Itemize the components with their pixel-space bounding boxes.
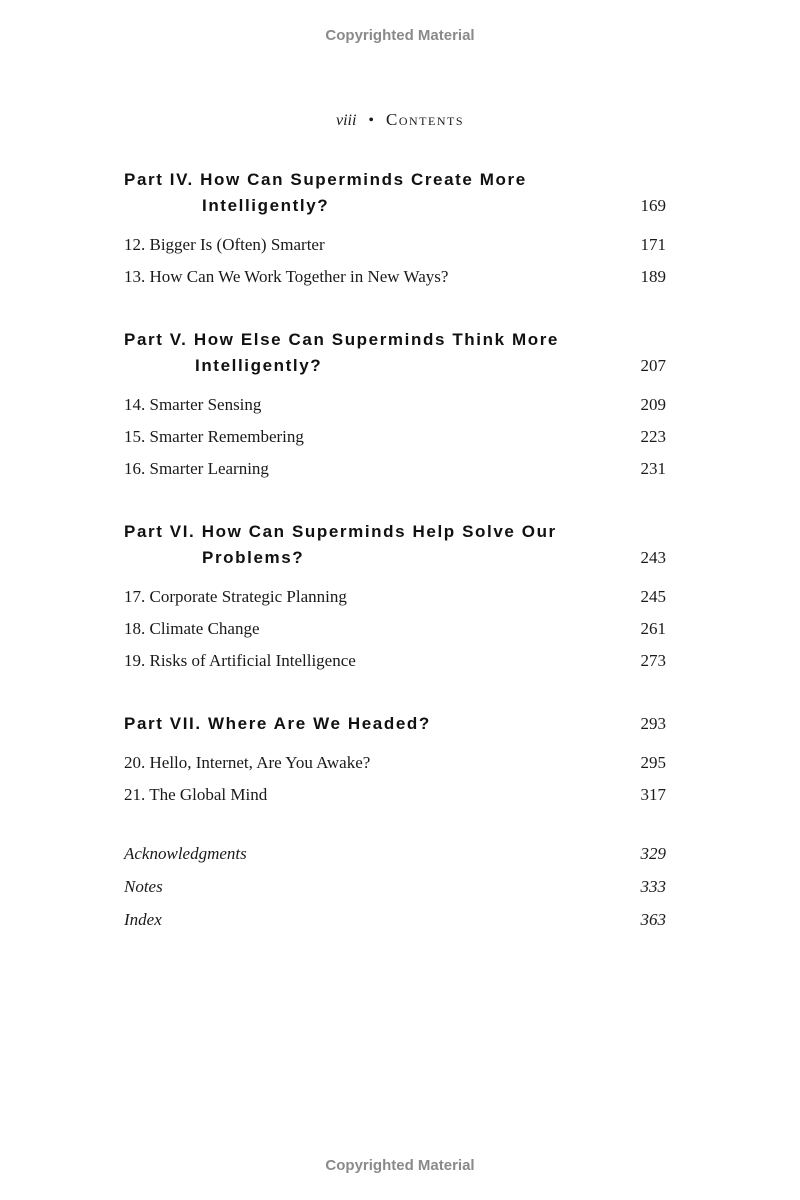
chapter-label: 12. Bigger Is (Often) Smarter <box>124 235 325 254</box>
toc-chapter-21[interactable] <box>124 779 666 811</box>
part-title-row <box>124 353 666 379</box>
part-page-number: 169 <box>640 196 666 215</box>
chapter-list <box>124 581 666 677</box>
part-title-line1[interactable]: Part IV. How Can Superminds Create More <box>124 170 527 189</box>
toc-chapter-19[interactable] <box>124 645 666 677</box>
table-of-contents <box>124 167 666 936</box>
chapter-label: 13. How Can We Work Together in New Ways? <box>124 267 449 286</box>
toc-chapter-16[interactable] <box>124 453 666 485</box>
chapter-label: 16. Smarter Learning <box>124 459 269 478</box>
back-matter-page-number: 329 <box>640 844 666 863</box>
chapter-page-number: 261 <box>640 619 666 638</box>
toc-part-vii <box>124 711 666 811</box>
chapter-label: 17. Corporate Strategic Planning <box>124 587 347 606</box>
part-title-line2[interactable]: Intelligently? <box>202 196 330 215</box>
chapter-label: 15. Smarter Remembering <box>124 427 304 446</box>
part-page-number: 293 <box>640 714 666 733</box>
chapter-page-number: 171 <box>640 235 666 254</box>
part-title-line2[interactable]: Intelligently? <box>195 356 323 375</box>
chapter-label: 20. Hello, Internet, Are You Awake? <box>124 753 371 772</box>
copyright-watermark-top: Copyrighted Material <box>325 27 475 44</box>
part-page-number: 243 <box>640 548 666 567</box>
back-matter-page-number: 333 <box>640 877 666 896</box>
section-title: Contents <box>386 110 465 129</box>
part-page-number: 207 <box>640 356 666 375</box>
toc-chapter-15[interactable] <box>124 421 666 453</box>
chapter-page-number: 209 <box>640 395 666 414</box>
toc-chapter-13[interactable] <box>124 261 666 293</box>
running-head <box>0 110 800 130</box>
chapter-page-number: 317 <box>640 785 666 804</box>
copyright-watermark-bottom: Copyrighted Material <box>325 1157 475 1174</box>
part-title-row <box>124 193 666 219</box>
back-matter-label: Index <box>124 910 162 929</box>
toc-chapter-17[interactable] <box>124 581 666 613</box>
part-title-line1[interactable]: Part VI. How Can Superminds Help Solve Our <box>124 522 557 541</box>
toc-chapter-20[interactable] <box>124 747 666 779</box>
chapter-list <box>124 229 666 293</box>
chapter-page-number: 223 <box>640 427 666 446</box>
part-title-row <box>124 545 666 571</box>
toc-index[interactable] <box>124 903 666 936</box>
toc-chapter-12[interactable] <box>124 229 666 261</box>
toc-part-iv <box>124 167 666 293</box>
chapter-list <box>124 747 666 811</box>
toc-chapter-14[interactable] <box>124 389 666 421</box>
chapter-page-number: 189 <box>640 267 666 286</box>
chapter-label: 19. Risks of Artificial Intelligence <box>124 651 356 670</box>
back-matter-label: Notes <box>124 877 163 896</box>
back-matter-page-number: 363 <box>640 910 666 929</box>
part-title-line2[interactable]: Problems? <box>202 548 305 567</box>
part-title-line1[interactable]: Part VII. Where Are We Headed? <box>124 714 431 733</box>
bullet-separator: • <box>368 112 375 129</box>
chapter-page-number: 273 <box>640 651 666 670</box>
chapter-list <box>124 389 666 485</box>
toc-notes[interactable] <box>124 870 666 903</box>
chapter-label: 18. Climate Change <box>124 619 260 638</box>
chapter-page-number: 295 <box>640 753 666 772</box>
chapter-page-number: 245 <box>640 587 666 606</box>
toc-chapter-18[interactable] <box>124 613 666 645</box>
chapter-page-number: 231 <box>640 459 666 478</box>
page-folio: viii <box>335 112 357 129</box>
toc-part-v <box>124 327 666 485</box>
part-title-line1[interactable]: Part V. How Else Can Superminds Think More <box>124 330 559 349</box>
toc-part-vi <box>124 519 666 677</box>
back-matter-label: Acknowledgments <box>124 844 247 863</box>
part-title-row <box>124 711 666 737</box>
chapter-label: 14. Smarter Sensing <box>124 395 262 414</box>
back-matter <box>124 837 666 936</box>
chapter-label: 21. The Global Mind <box>124 785 268 804</box>
toc-acknowledgments[interactable] <box>124 837 666 870</box>
